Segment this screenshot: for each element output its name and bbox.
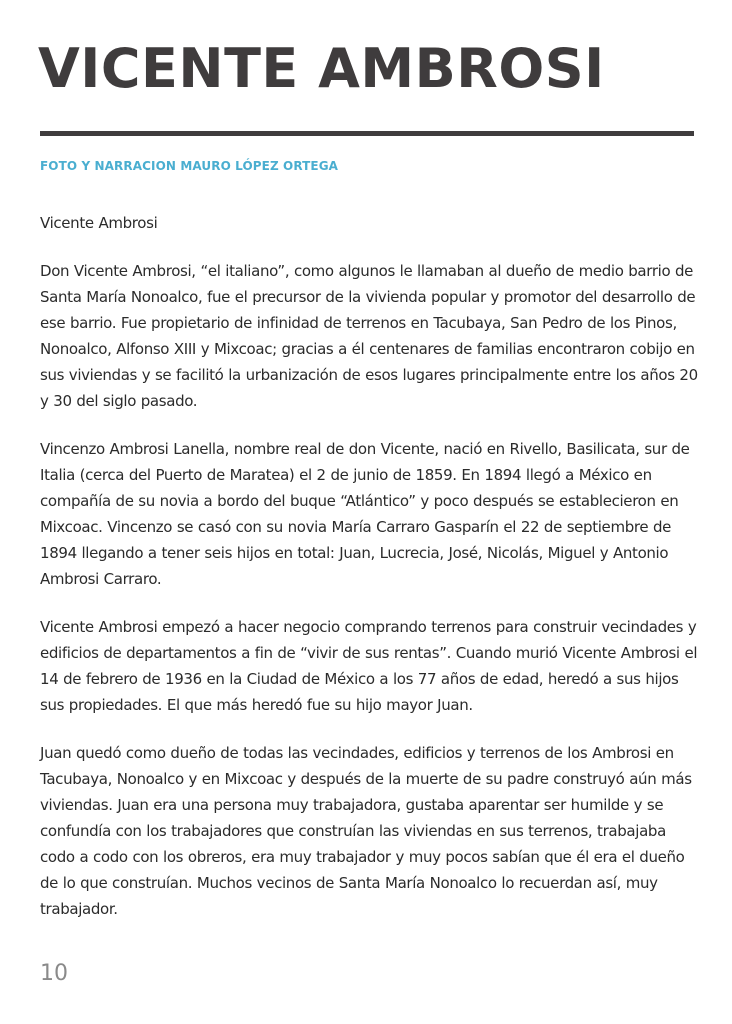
- article-paragraph: Vincenzo Ambrosi Lanella, nombre real de don Vicente, nació en Rivello, Basilicata, sur de Italia (cerca del Puerto de Maratea) el 2 de junio de 1859. En 1894 llegó a México en compañía de su novia a bordo del buque “Atlántico” y poco después se establecieron en Mixcoac. Vincenzo se casó con su novia María Carraro Gasparín el 22 de septiembre de 1894 llegando a tener seis hijos en total: Juan, Lucrecia, José, Nicolás, Miguel y Antonio Ambrosi Carraro.: [40, 440, 690, 588]
- page-title: VICENTE AMBROSI: [38, 37, 605, 100]
- byline: FOTO Y NARRACION MAURO LÓPEZ ORTEGA: [40, 159, 339, 173]
- page-number: 10: [40, 961, 68, 986]
- article-paragraph: Vicente Ambrosi: [40, 214, 158, 232]
- article-paragraph: Vicente Ambrosi empezó a hacer negocio comprando terrenos para construir vecindades y edificios de departamentos a fin de “vivir de sus rentas”. Cuando murió Vicente Ambrosi el 14 de febrero de 1936 en la Ciudad de México a los 77 años de edad, heredó a sus hijos sus propiedades. El que más heredó fue su hijo mayor Juan.: [40, 618, 698, 714]
- title-divider: [40, 131, 694, 136]
- article-body: [40, 210, 700, 944]
- article-paragraph: Juan quedó como dueño de todas las vecindades, edificios y terrenos de los Ambrosi en Tacubaya, Nonoalco y en Mixcoac y después de la muerte de su padre construyó aún más viviendas. Juan era una persona muy trabajadora, gustaba aparentar ser humilde y se confundía con los trabajadores que construían las viviendas en sus terrenos, trabajaba codo a codo con los obreros, era muy trabajador y muy pocos sabían que él era el dueño de lo que construían. Muchos vecinos de Santa María Nonoalco lo recuerdan así, muy trabajador.: [40, 744, 692, 918]
- article-paragraph: Don Vicente Ambrosi, “el italiano”, como algunos le llamaban al dueño de medio barrio de Santa María Nonoalco, fue el precursor de la vivienda popular y promotor del desarrollo de ese barrio. Fue propietario de infinidad de terrenos en Tacubaya, San Pedro de los Pinos, Nonoalco, Alfonso XIII y Mixcoac; gracias a él centenares de familias encontraron cobijo en sus viviendas y se facilitó la urbanización de esos lugares principalmente entre los años 20 y 30 del siglo pasado.: [40, 262, 698, 410]
